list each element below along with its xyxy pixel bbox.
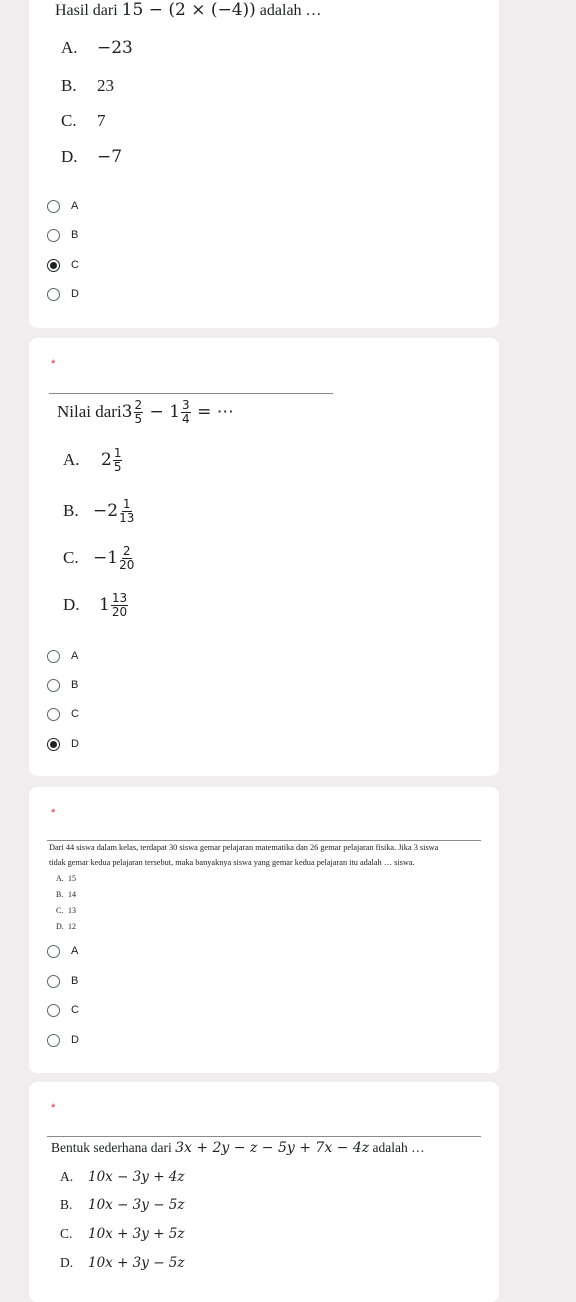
- fraction: $\frac{13}{20}$: [111, 590, 128, 619]
- answer-option-d: D. 12: [56, 922, 76, 931]
- radio-choice-a[interactable]: A: [47, 646, 78, 666]
- math-expression: 15 − (2 × (−4)): [121, 0, 256, 20]
- answer-option-d: D. 10x + 3y − 5z: [60, 1255, 185, 1271]
- question-text-line-2: tidak gemar kedua pelajaran tersebut, maka banyaknya siswa yang gemar kedua pelajaran itu adalah … siswa.: [49, 858, 415, 867]
- radio-button-icon[interactable]: [47, 975, 60, 988]
- question-title: Nilai dari 3 $\frac{2}{5}$ − 1 $\frac{3}{4}$ = ⋯: [57, 397, 234, 426]
- radio-choice-b[interactable]: B: [47, 675, 78, 695]
- question-card-1: [29, 0, 499, 328]
- question-text-line-1: Dari 44 siswa dalam kelas, terdapat 30 siswa gemar pelajaran matematika dan 26 gemar pelajaran fisika. Jika 3 siswa: [49, 843, 439, 852]
- radio-choice-d[interactable]: D: [47, 734, 79, 754]
- radio-button-icon[interactable]: [47, 679, 60, 692]
- fraction: $\frac{2}{5}$: [134, 397, 143, 426]
- radio-choice-b[interactable]: B: [47, 225, 78, 245]
- answer-option-b: B. 10x − 3y − 5z: [60, 1197, 185, 1213]
- divider: [47, 1136, 481, 1137]
- radio-choice-c[interactable]: C: [47, 255, 79, 275]
- radio-choice-b[interactable]: B: [47, 971, 78, 991]
- answer-option-c: C. −1 $\frac{2}{20}$: [63, 543, 135, 572]
- answer-option-c: C. 7: [61, 111, 106, 130]
- radio-choice-c[interactable]: C: [47, 704, 79, 724]
- question-card-3: [29, 787, 499, 1073]
- answer-option-a: A. 15: [56, 874, 76, 883]
- answer-option-a: A. 2 $\frac{1}{5}$: [63, 445, 122, 474]
- radio-choice-d[interactable]: D: [47, 1030, 79, 1050]
- required-asterisk: *: [51, 1102, 56, 1114]
- divider: [47, 840, 481, 841]
- radio-button-icon[interactable]: [47, 200, 60, 213]
- answer-option-b: B. −2 $\frac{1}{13}$: [63, 496, 135, 525]
- fraction: $\frac{1}{5}$: [113, 445, 122, 474]
- question-title: Bentuk sederhana dari 3x + 2y − z − 5y + 7x − 4z adalah …: [51, 1140, 425, 1156]
- fraction: $\frac{2}{20}$: [119, 543, 135, 572]
- answer-option-d: D. 1 $\frac{13}{20}$: [63, 590, 128, 619]
- radio-button-selected-icon[interactable]: [47, 738, 60, 751]
- radio-button-icon[interactable]: [47, 650, 60, 663]
- question-title: Hasil dari 15 − (2 × (−4)) adalah …: [55, 0, 322, 20]
- required-asterisk: *: [51, 358, 56, 370]
- radio-button-icon[interactable]: [47, 229, 60, 242]
- question-card-2: [29, 338, 499, 776]
- radio-button-icon[interactable]: [47, 708, 60, 721]
- answer-option-b: B. 23: [61, 76, 114, 95]
- radio-button-icon[interactable]: [47, 288, 60, 301]
- required-asterisk: *: [51, 807, 56, 819]
- answer-option-a: A. 10x − 3y + 4z: [60, 1169, 185, 1185]
- question-card-4: [29, 1082, 499, 1302]
- radio-button-selected-icon[interactable]: [47, 259, 60, 272]
- fraction: $\frac{1}{13}$: [119, 496, 135, 525]
- answer-option-b: B. 14: [56, 890, 76, 899]
- fraction: $\frac{3}{4}$: [182, 397, 190, 426]
- answer-option-c: C. 10x + 3y + 5z: [60, 1226, 185, 1242]
- radio-choice-a[interactable]: A: [47, 196, 78, 216]
- divider: [49, 393, 333, 394]
- radio-button-icon[interactable]: [47, 945, 60, 958]
- math-expression: 3x + 2y − z − 5y + 7x − 4z: [175, 1140, 370, 1156]
- radio-choice-a[interactable]: A: [47, 941, 78, 961]
- radio-button-icon[interactable]: [47, 1004, 60, 1017]
- answer-option-a: A. −23: [61, 38, 133, 58]
- radio-choice-d[interactable]: D: [47, 284, 79, 304]
- radio-button-icon[interactable]: [47, 1034, 60, 1047]
- answer-option-c: C. 13: [56, 906, 76, 915]
- answer-option-d: D. −7: [61, 147, 123, 167]
- radio-choice-c[interactable]: C: [47, 1000, 79, 1020]
